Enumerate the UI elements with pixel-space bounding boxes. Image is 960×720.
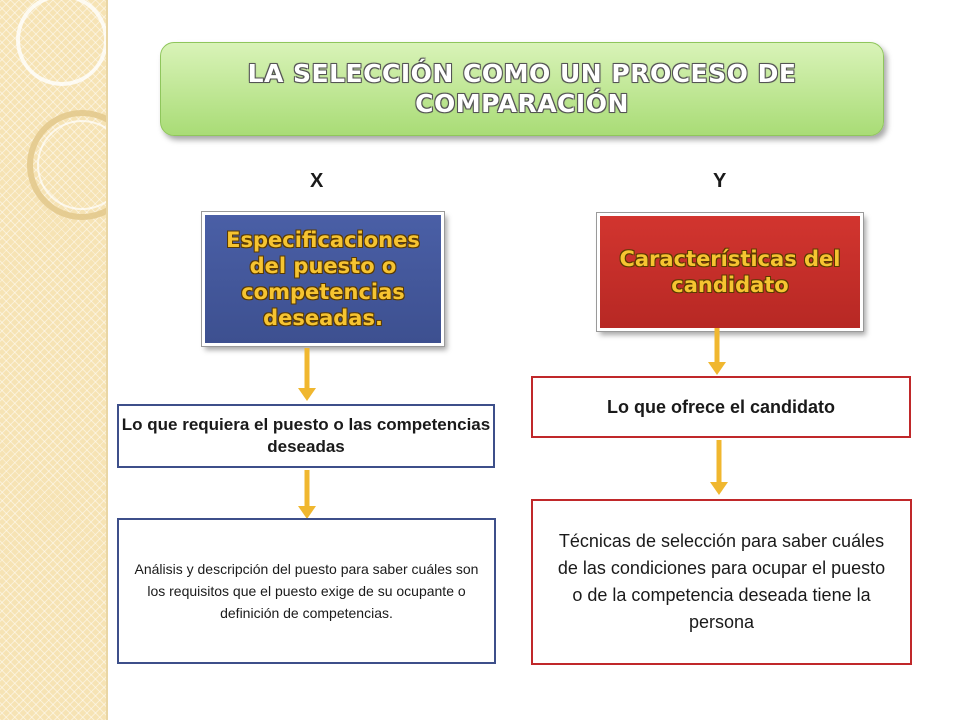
title-line-2: COMPARACIÓN bbox=[415, 89, 629, 118]
column-label-y: Y bbox=[713, 170, 727, 192]
candidate-offer-text: Lo que ofrece el candidato bbox=[606, 396, 836, 417]
arrow-down-icon bbox=[706, 328, 728, 376]
job-analysis-text: Análisis y descripción del puesto para saber cuáles son los requisitos que el puesto exige de su ocupante o definición de competencias. bbox=[134, 561, 479, 621]
decorative-side-panel bbox=[0, 0, 108, 720]
decorative-circles bbox=[0, 0, 106, 720]
arrow-down-icon bbox=[708, 440, 730, 496]
selection-techniques-text: Técnicas de selección para saber cuáles de las condiciones para ocupar el puesto o de la competencia deseada tiene la persona bbox=[557, 531, 886, 632]
job-specifications-box bbox=[202, 212, 444, 346]
job-analysis-box bbox=[117, 518, 496, 664]
title-line-1: LA SELECCIÓN COMO UN PROCESO DE bbox=[247, 59, 797, 88]
job-specifications-label: Especificaciones del puesto o competencias deseadas. bbox=[226, 228, 420, 330]
candidate-characteristics-box bbox=[597, 213, 863, 331]
candidate-offer-box bbox=[531, 376, 911, 438]
job-requirement-text: Lo que requiera el puesto o las competencias deseadas bbox=[121, 415, 491, 456]
title-banner bbox=[160, 42, 884, 136]
selection-techniques-box bbox=[531, 499, 912, 665]
arrow-down-icon bbox=[296, 348, 318, 402]
job-requirement-box bbox=[117, 404, 495, 468]
arrow-down-icon bbox=[296, 470, 318, 520]
page-title bbox=[222, 59, 822, 119]
candidate-characteristics-label: Características del candidato bbox=[619, 247, 841, 297]
column-label-x: X bbox=[310, 170, 324, 192]
